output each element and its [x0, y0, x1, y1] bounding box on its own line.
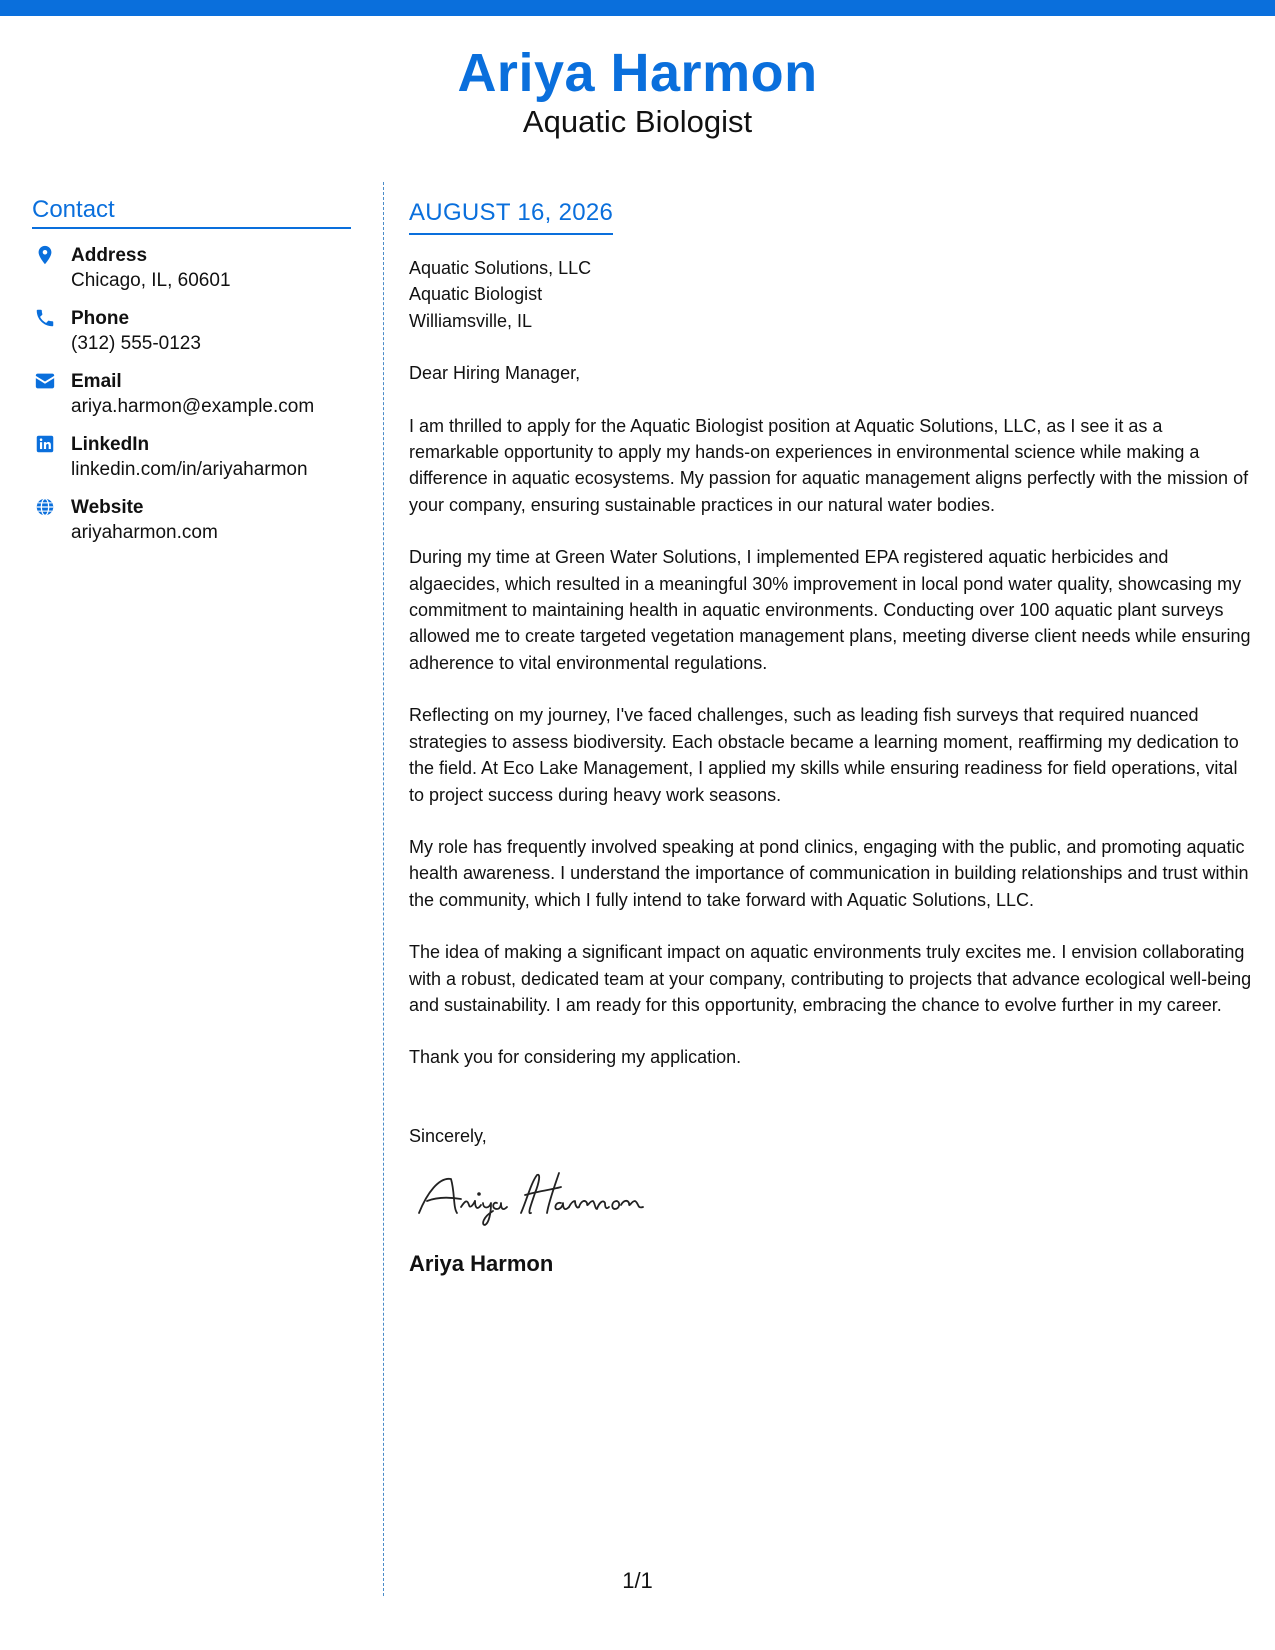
envelope-icon	[34, 370, 56, 392]
contact-label: LinkedIn	[71, 434, 150, 455]
recipient-block	[409, 255, 1255, 334]
linkedin-icon	[34, 433, 56, 455]
contact-item-website	[32, 495, 351, 558]
map-pin-icon	[34, 244, 56, 266]
signature-drawing	[409, 1163, 669, 1233]
contact-sidebar	[32, 196, 351, 558]
body-paragraph: My role has frequently involved speaking at pond clinics, engaging with the public, and promoting aquatic health awareness. I understand the importance of communication in building relationships and trust within the community, which I fully intend to take forward with Aquatic Solutions, LLC.	[409, 836, 1249, 910]
recipient-position: Aquatic Biologist	[409, 284, 543, 305]
body-paragraph: Reflecting on my journey, I've faced challenges, such as leading fish surveys that required nuanced strategies to assess biodiversity. Each obstacle became a learning moment, reaffirming my dedication to the field. At Eco Lake Management, I applied my skills while ensuring readiness for field operations, vital to project success during heavy work seasons.	[409, 705, 1239, 805]
phone-icon	[34, 307, 56, 329]
contact-item-phone	[32, 306, 351, 369]
phone-value: (312) 555-0123	[71, 333, 201, 354]
letter-header	[0, 40, 1275, 140]
recipient-company: Aquatic Solutions, LLC	[409, 258, 592, 278]
top-accent-bar	[0, 0, 1275, 16]
handwritten-signature	[409, 1163, 669, 1233]
contact-item-address	[32, 243, 351, 306]
email-value: ariya.harmon@example.com	[71, 396, 315, 417]
closing: Sincerely,	[409, 1125, 487, 1146]
globe-icon	[34, 496, 56, 518]
website-value: ariyaharmon.com	[71, 522, 218, 543]
address-value: Chicago, IL, 60601	[71, 270, 231, 291]
contact-item-linkedin	[32, 432, 351, 495]
contact-list	[32, 243, 351, 558]
recipient-location: Williamsville, IL	[409, 310, 533, 331]
contact-label: Website	[71, 497, 144, 518]
body-paragraph: During my time at Green Water Solutions, I implemented EPA registered aquatic herbicides and algaecides, which resulted in a meaningful 30% improvement in local pond water quality, showcasing my commitment to maintaining health in aquatic environments. Conducting over 100 aquatic plant surveys allowed me to create targeted vegetation management plans, meeting diverse client needs while ensuring adherence to vital environmental regulations.	[409, 547, 1251, 673]
linkedin-value: linkedin.com/in/ariyaharmon	[71, 459, 308, 480]
body-paragraph: Thank you for considering my application.	[409, 1047, 742, 1068]
body-paragraph: The idea of making a significant impact on aquatic environments truly excites me. I envision collaborating with a robust, dedicated team at your company, contributing to projects that advance ecological well-being and sustainability. I am ready for this opportunity, embracing the chance to evolve further in my career.	[409, 942, 1252, 1015]
salutation: Dear Hiring Manager,	[409, 363, 581, 384]
contact-heading: Contact	[32, 196, 351, 229]
column-divider	[383, 182, 384, 1596]
contact-label: Phone	[71, 308, 130, 329]
contact-item-email	[32, 369, 351, 432]
applicant-name: Ariya Harmon	[457, 43, 818, 103]
signer-name: Ariya Harmon	[409, 1251, 554, 1277]
contact-label: Address	[71, 245, 148, 266]
letter-date: AUGUST 16, 2026	[409, 198, 613, 235]
contact-label: Email	[71, 371, 122, 392]
applicant-title: Aquatic Biologist	[522, 104, 753, 139]
body-paragraph: I am thrilled to apply for the Aquatic Biologist position at Aquatic Solutions, LLC, as I see it as a remarkable opportunity to apply my hands-on experiences in environmental science while making a difference in aquatic ecosystems. My passion for aquatic management aligns perfectly with the mission of your company, ensuring sustainable practices in our natural water bodies.	[409, 415, 1249, 515]
letter-body	[409, 198, 1255, 1277]
page-number: 1/1	[622, 1568, 653, 1593]
